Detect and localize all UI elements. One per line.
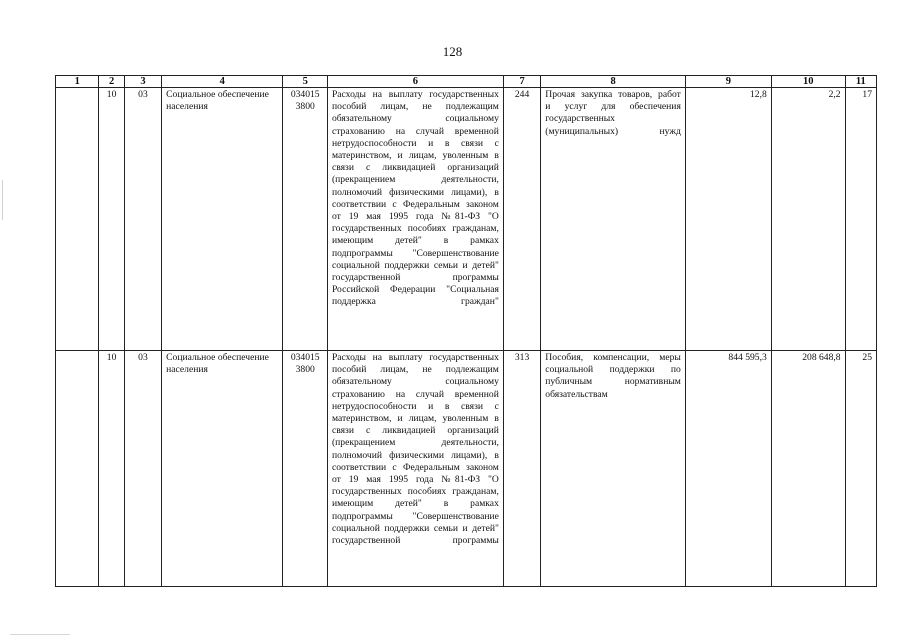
table-row [56, 88, 877, 351]
target-code-part-1: 034015 [290, 352, 320, 363]
column-header-1: 1 [56, 76, 99, 88]
cell-subsection: 03 [124, 88, 161, 351]
scan-artifact-left [2, 180, 3, 220]
cell-expense-type-name: Прочая закупка товаров, работ и услуг для обеспечения государственных (муниципальных) нужд [541, 88, 686, 351]
table-row [56, 351, 877, 587]
cell-section-name: Социальное обеспечение населения [162, 351, 283, 587]
cell-section: 10 [99, 351, 124, 587]
column-header-3: 3 [124, 76, 161, 88]
cell-number [56, 351, 99, 587]
cell-percent-col11: 25 [845, 351, 876, 587]
header-row [56, 76, 877, 88]
target-code-part-2: 3800 [295, 101, 315, 113]
cell-amount-col10: 2,2 [771, 88, 845, 351]
column-header-11: 11 [845, 76, 876, 88]
cell-section: 10 [99, 88, 124, 351]
scan-artifact-bottom [10, 634, 70, 635]
cell-section-name: Социальное обеспечение населения [162, 88, 283, 351]
column-header-7: 7 [503, 76, 540, 88]
column-header-8: 8 [541, 76, 686, 88]
cell-percent-col11: 17 [845, 88, 876, 351]
cell-number [56, 88, 99, 351]
cell-target-code [283, 351, 327, 587]
cell-expense-type-code: 313 [503, 351, 540, 587]
cell-subsection: 03 [124, 351, 161, 587]
cell-amount-col10: 208 648,8 [771, 351, 845, 587]
column-header-6: 6 [327, 76, 503, 88]
column-header-2: 2 [99, 76, 124, 88]
page-number: 128 [442, 44, 463, 59]
budget-table [55, 75, 877, 587]
column-header-10: 10 [771, 76, 845, 88]
target-code-part-2: 3800 [295, 364, 315, 376]
cell-target-description: Расходы на выплату государственных пособий лицам, не подлежащим обязательному социальному страхованию на случай временной нетрудоспособности и в связи с материнством, и лицам, уволенным в связи с ликвидацией организаций (прекращением деятельности, полномочий физическими лицами), в соответствии с Федеральным законом от 19 мая 1995 года №81-ФЗ "О государственных пособиях гражданам, имеющим детей" в рамках подпрограммы "Совершенствование социальной поддержки семьи и детей" государственной программы Российской Федерации "Социальная поддержка граждан" [327, 88, 503, 351]
column-header-4: 4 [162, 76, 283, 88]
column-header-9: 9 [685, 76, 771, 88]
cell-amount-col9: 12,8 [685, 88, 771, 351]
column-header-5: 5 [283, 76, 327, 88]
cell-target-code [283, 88, 327, 351]
cell-target-description: Расходы на выплату государственных пособий лицам, не подлежащим обязательному социальному страхованию на случай временной нетрудоспособности и в связи с материнством, и лицам, уволенным в связи с ликвидацией организаций (прекращением деятельности, полномочий физическими лицами), в соответствии с Федеральным законом от 19 мая 1995 года №81-ФЗ "О государственных пособиях гражданам, имеющим детей" в рамках подпрограммы "Совершенствование социальной поддержки семьи и детей" государственной программы [327, 351, 503, 587]
target-code-part-1: 034015 [290, 89, 320, 100]
cell-amount-col9: 844 595,3 [685, 351, 771, 587]
cell-expense-type-code: 244 [503, 88, 540, 351]
cell-expense-type-name: Пособия, компенсации, меры социальной поддержки по публичным нормативным обязательствам [541, 351, 686, 587]
